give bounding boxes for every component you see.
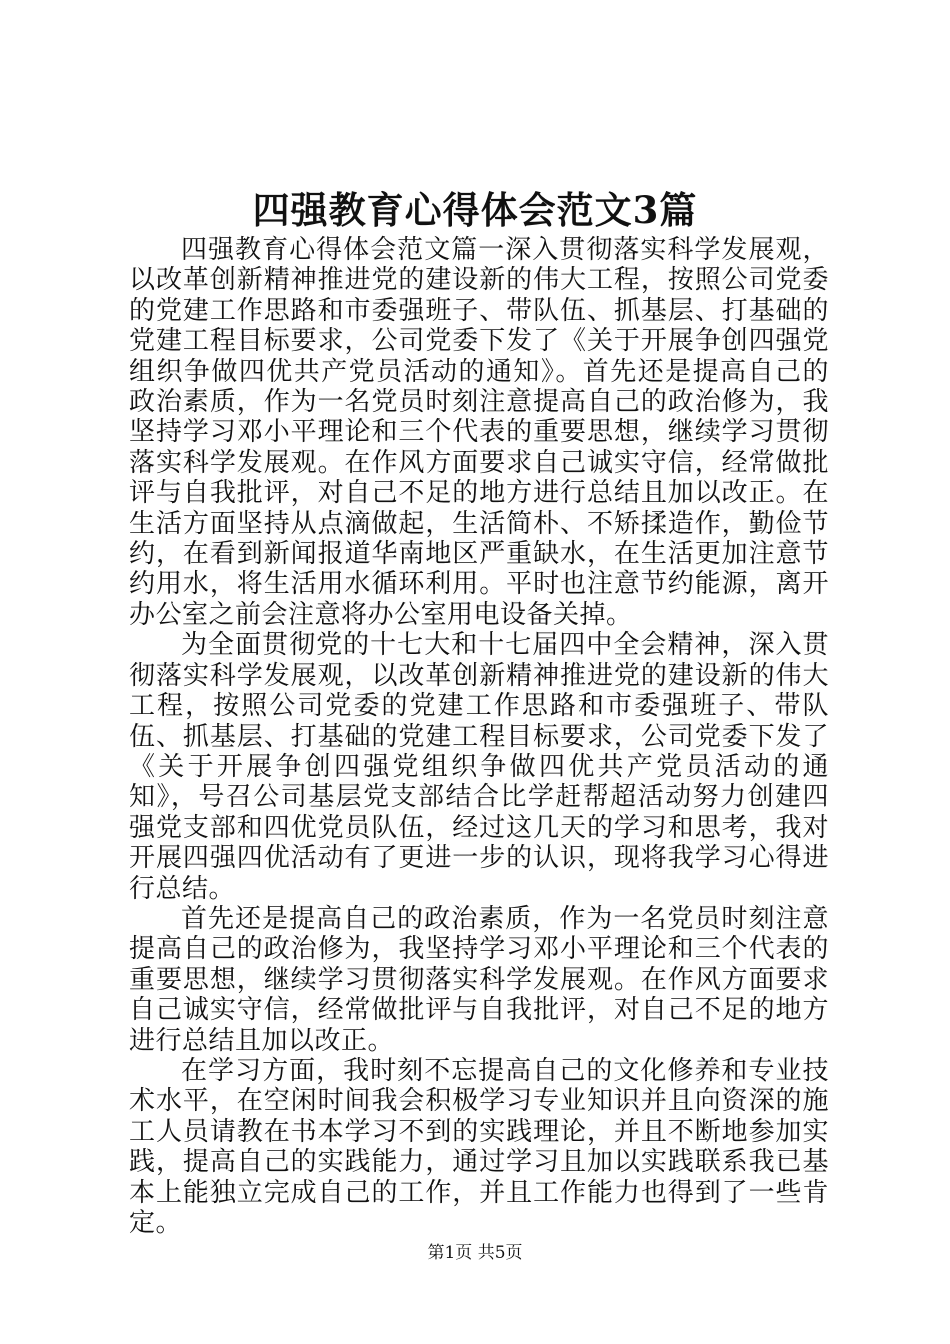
paragraph-2: 为全面贯彻党的十七大和十七届四中全会精神，深入贯彻落实科学发展观，以改革创新精神推进党的建设新的伟大工程，按照公司党委的党建工作思路和市委强班子、带队伍、抓基层、打基础的党建工程目标要求，公司党委下发了《关于开展争创四强党组织争做四优共产党员活动的通知》，号召公司基层党支部结合比学赶帮超活动努力创建四强党支部和四优党员队伍，经过这几天的学习和思考，我对开展四强四优活动有了更进一步的认识，现将我学习心得进行总结。	[129, 630, 829, 904]
paragraph-1: 四强教育心得体会范文篇一深入贯彻落实科学发展观，以改革创新精神推进党的建设新的伟大工程，按照公司党委的党建工作思路和市委强班子、带队伍、抓基层、打基础的党建工程目标要求，公司党委下发了《关于开展争创四强党组织争做四优共产党员活动的通知》。首先还是提高自己的政治素质，作为一名党员时刻注意提高自己的政治修为，我坚持学习邓小平理论和三个代表的重要思想，继续学习贯彻落实科学发展观。在作风方面要求自己诚实守信，经常做批评与自我批评，对自己不足的地方进行总结且加以改正。在生活方面坚持从点滴做起，生活简朴、不矫揉造作，勤俭节约，在看到新闻报道华南地区严重缺水，在生活更加注意节约用水，将生活用水循环利用。平时也注意节约能源，离开办公室之前会注意将办公室用电设备关掉。	[129, 235, 829, 630]
paragraph-4: 在学习方面，我时刻不忘提高自己的文化修养和专业技术水平，在空闲时间我会积极学习专业知识并且向资深的施工人员请教在书本学习不到的实践理论，并且不断地参加实践，提高自己的实践能力，通过学习且加以实践联系我已基本上能独立完成自己的工作，并且工作能力也得到了一些肯定。	[129, 1055, 829, 1238]
document-body	[129, 235, 829, 1238]
document-title: 四强教育心得体会范文3篇	[252, 188, 698, 232]
page-footer: 第1页 共5页	[427, 1243, 523, 1263]
paragraph-3: 首先还是提高自己的政治素质，作为一名党员时刻注意提高自己的政治修为，我坚持学习邓小平理论和三个代表的重要思想，继续学习贯彻落实科学发展观。在作风方面要求自己诚实守信，经常做批评与自我批评，对自己不足的地方进行总结且加以改正。	[129, 903, 829, 1056]
